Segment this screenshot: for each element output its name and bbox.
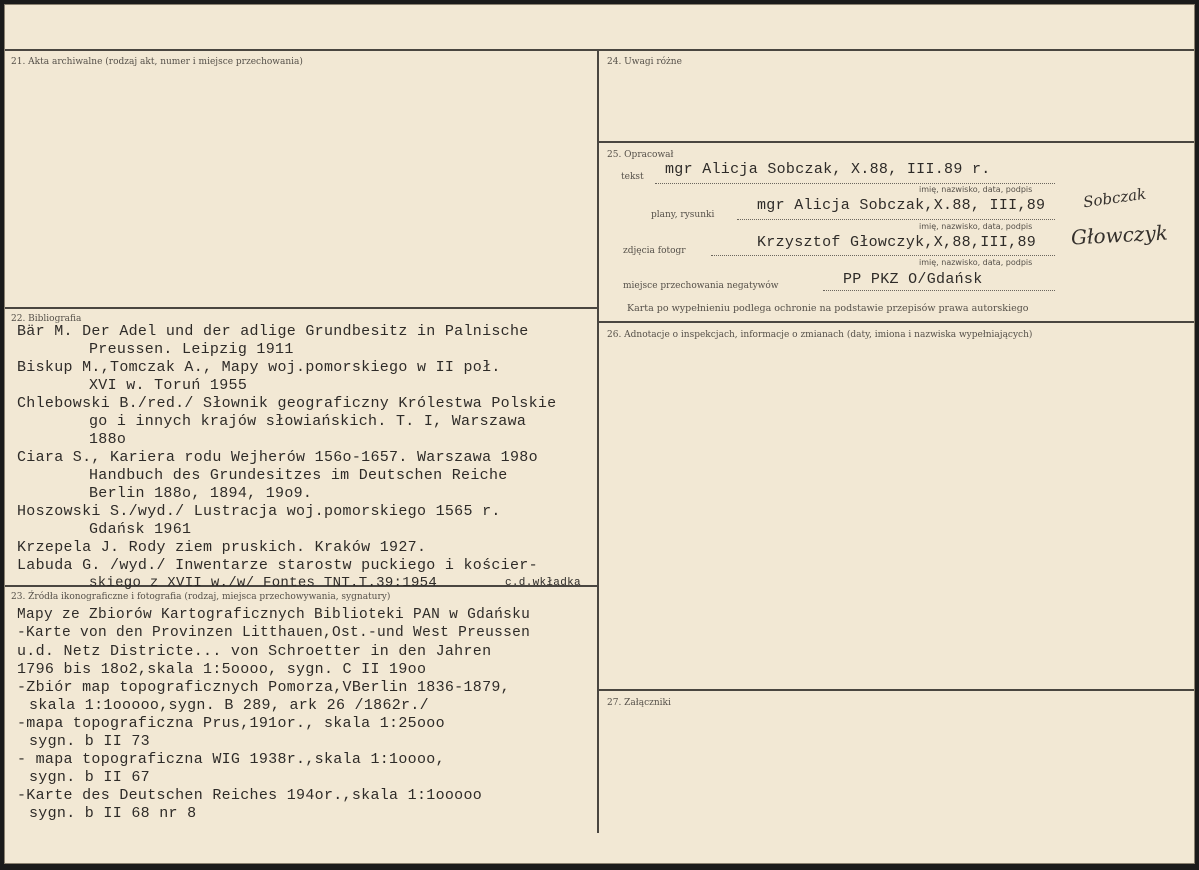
section-25-label: 25. Opracował [607, 150, 674, 160]
rule-right-3 [597, 689, 1194, 691]
iconography-line: sygn. b II 67 [29, 769, 150, 786]
iconography-line: skala 1:1ooooo,sygn. B 289, ark 26 /1862r./ [29, 697, 429, 714]
iconography-line: - mapa topograficzna WIG 1938r.,skala 1:1oooo, [17, 751, 445, 768]
bibliography-line: Hoszowski S./wyd./ Lustracja woj.pomorskiego 1565 r. [17, 503, 501, 520]
section-26-label: 26. Adnotacje o inspekcjach, informacje o zmianach (daty, imiona i nazwiska wypełniających) [607, 330, 1033, 340]
bibliography-line: Ciara S., Kariera rodu Wejherów 156o-1657. Warszawa 198o [17, 449, 538, 466]
section-23-label: 23. Źródła ikonograficzne i fotografia (rodzaj, miejsca przechowywania, sygnatury) [11, 592, 391, 602]
rule-right-1 [597, 141, 1194, 143]
bibliography-line: 188o [89, 431, 127, 448]
section-27-label: 27. Załączniki [607, 698, 671, 708]
zdjecia-line [711, 255, 1055, 256]
bibliography-line: Bär M. Der Adel und der adlige Grundbesitz in Palnische [17, 323, 529, 340]
miejsce-line [823, 290, 1055, 291]
bibliography-line: skiego z XVII w./w/ Fontes TNT.T.39:1954 [89, 575, 438, 591]
tekst-line [655, 183, 1055, 184]
tekst-hint: imię, nazwisko, data, podpis [919, 185, 1033, 194]
iconography-line: sygn. b II 68 nr 8 [29, 805, 197, 822]
bibliography-line: Berlin 188o, 1894, 19o9. [89, 485, 313, 502]
rule-left-1 [5, 307, 599, 309]
iconography-line: sygn. b II 73 [29, 733, 150, 750]
iconography-line: -Karte des Deutschen Reiches 194or.,skala 1:1ooooo [17, 787, 483, 804]
record-card [4, 4, 1195, 864]
plany-label: plany, rysunki [651, 210, 715, 220]
zdjecia-value: Krzysztof Głowczyk,X,88,III,89 [757, 234, 1037, 251]
bibliography-line: Chlebowski B./red./ Słownik geograficzny Królestwa Polskie [17, 395, 557, 412]
tekst-label: tekst [621, 172, 644, 182]
bibliography-line: Gdańsk 1961 [89, 521, 192, 538]
iconography-line: -Karte von den Provinzen Litthauen,Ost.-und West Preussen [17, 625, 531, 641]
rule-center [597, 49, 599, 833]
rule-right-2 [597, 321, 1194, 323]
zdjecia-label: zdjęcia fotogr [623, 246, 686, 256]
bibliography-line: Krzepela J. Rody ziem pruskich. Kraków 1927. [17, 539, 427, 556]
iconography-line: Mapy ze Zbiorów Kartograficznych Biblioteki PAN w Gdańsku [17, 607, 531, 623]
plany-hint: imię, nazwisko, data, podpis [919, 222, 1033, 231]
miejsce-label: miejsce przechowania negatywów [623, 281, 779, 291]
tekst-value: mgr Alicja Sobczak, X.88, III.89 r. [665, 161, 991, 178]
bibliography-line: XVI w. Toruń 1955 [89, 377, 248, 394]
bibliography-line: Labuda G. /wyd./ Inwentarze starostw puckiego i kościer- [17, 557, 538, 574]
bibliography-line: go i innych krajów słowiańskich. T. I, Warszawa [89, 413, 527, 430]
plany-signature: Sobczak [1082, 184, 1148, 212]
copyright-footer: Karta po wypełnieniu podlega ochronie na podstawie przepisów prawa autorskiego [627, 303, 1029, 314]
bibliography-line: Biskup M.,Tomczak A., Mapy woj.pomorskiego w II poł. [17, 359, 501, 376]
iconography-line: -mapa topograficzna Prus,191or., skala 1:25ooo [17, 715, 445, 732]
rule-top [5, 49, 1194, 51]
section-24-label: 24. Uwagi różne [607, 57, 682, 67]
plany-line [737, 219, 1055, 220]
zdjecia-signature: Głowczyk [1070, 220, 1169, 250]
iconography-line: u.d. Netz Districte... von Schroetter in den Jahren [17, 643, 492, 660]
bibliography-line: Preussen. Leipzig 1911 [89, 341, 294, 358]
iconography-line: 1796 bis 18o2,skala 1:5oooo, sygn. C II 19oo [17, 661, 427, 678]
miejsce-value: PP PKZ O/Gdańsk [843, 271, 983, 288]
section-21-label: 21. Akta archiwalne (rodzaj akt, numer i miejsce przechowania) [11, 57, 303, 67]
section-22-label: 22. Bibliografia [11, 314, 82, 324]
zdjecia-hint: imię, nazwisko, data, podpis [919, 258, 1033, 267]
iconography-line: -Zbiór map topograficznych Pomorza,VBerlin 1836-1879, [17, 679, 510, 696]
continuation-note: c.d.wkładka [505, 577, 581, 589]
plany-value: mgr Alicja Sobczak,X.88, III,89 [757, 197, 1046, 214]
bibliography-line: Handbuch des Grundesitzes im Deutschen Reiche [89, 467, 508, 484]
